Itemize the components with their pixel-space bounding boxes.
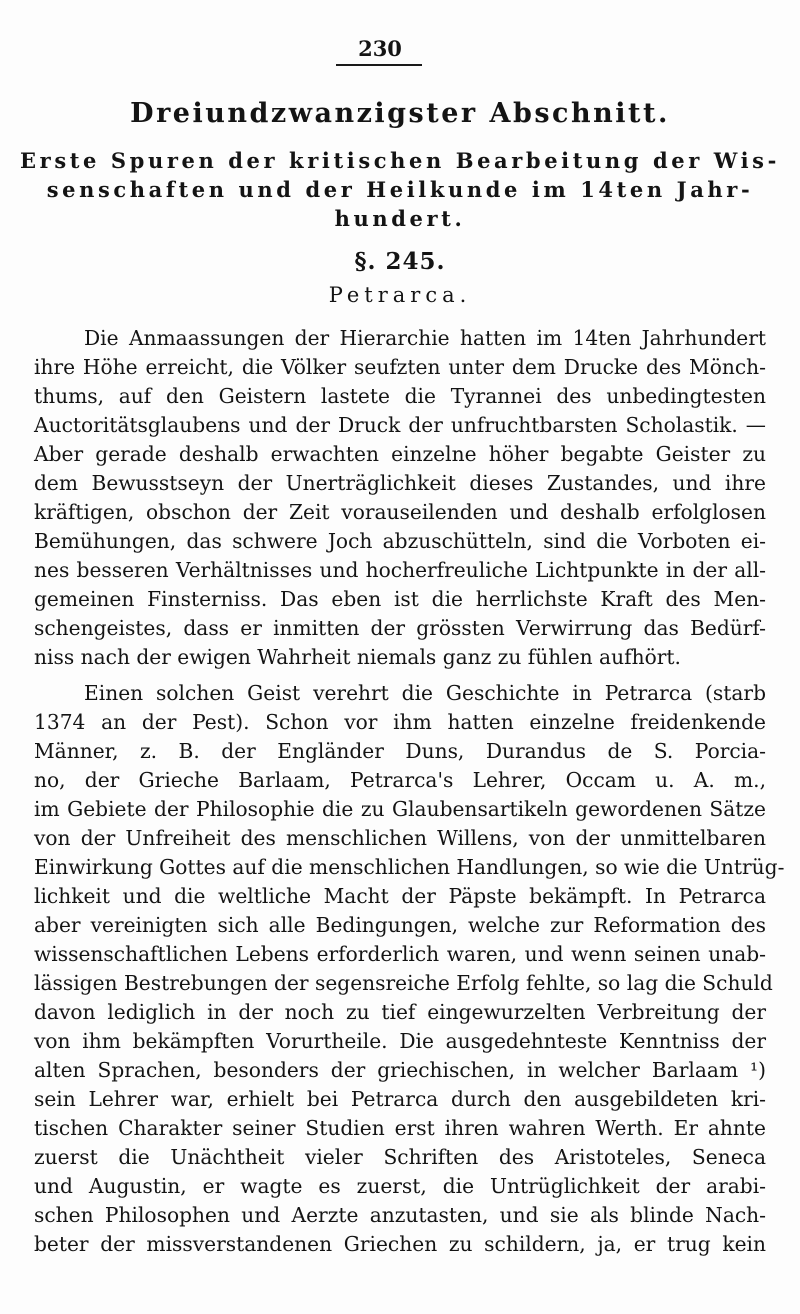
body-text-line: nes besseren Verhältnisses und hocherfreuliche Lichtpunkte in der all- (34, 558, 766, 582)
body-text-line: Einen solchen Geist verehrt die Geschichte in Petrarca (starb (84, 681, 766, 705)
body-text-line: Aber gerade deshalb erwachten einzelne höher begabte Geister zu (34, 442, 766, 466)
body-text-line: wissenschaftlichen Lebens erforderlich waren, und wenn seinen unab- (34, 942, 766, 966)
section-number: §. 245. (354, 248, 446, 275)
body-text-line: lichkeit und die weltliche Macht der Päpste bekämpft. In Petrarca (34, 884, 766, 908)
body-text-line: kräftigen, obschon der Zeit vorauseilenden und deshalb erfolglosen (34, 500, 766, 524)
chapter-subtitle-line: senschaften und der Heilkunde im 14ten Jahr- (46, 177, 754, 202)
body-text-line: Einwirkung Gottes auf die menschlichen Handlungen, so wie die Untrüg- (34, 855, 785, 879)
body-text-line: dem Bewusstseyn der Unerträglichkeit dieses Zustandes, und ihre (34, 471, 766, 495)
body-text-line: gemeinen Finsterniss. Das eben ist die herrlichste Kraft des Men- (34, 587, 766, 611)
body-text-line: von der Unfreiheit des menschlichen Willens, von der unmittelbaren (34, 826, 766, 850)
body-text-line: tischen Charakter seiner Studien erst ihren wahren Werth. Er ahnte (34, 1116, 766, 1140)
body-text-line: von ihm bekämpften Vorurtheile. Die ausgedehnteste Kenntniss der (34, 1029, 766, 1053)
section-heading: Petrarca. (328, 283, 472, 307)
body-text-line: lässigen Bestrebungen der segensreiche Erfolg fehlte, so lag die Schuld (34, 971, 773, 995)
body-text-line: Auctoritätsglaubens und der Druck der unfruchtbarsten Scholastik. — (34, 413, 766, 437)
chapter-subtitle-line: Erste Spuren der kritischen Bearbeitung der Wis- (20, 148, 780, 173)
body-text-line: schen Philosophen und Aerzte anzutasten, und sie als blinde Nach- (34, 1203, 766, 1227)
body-text-line: no, der Grieche Barlaam, Petrarca's Lehrer, Occam u. A. m., (34, 768, 766, 792)
body-text-line: niss nach der ewigen Wahrheit niemals ganz zu fühlen aufhört. (34, 645, 681, 669)
header-rule (336, 64, 422, 66)
body-text-line: aber vereinigten sich alle Bedingungen, welche zur Reformation des (34, 913, 766, 937)
body-text-line: Bemühungen, das schwere Joch abzuschütteln, sind die Vorboten ei- (34, 529, 766, 553)
body-text-line: sein Lehrer war, erhielt bei Petrarca durch den ausgebildeten kri- (34, 1087, 766, 1111)
body-text-line: alten Sprachen, besonders der griechischen, in welcher Barlaam ¹) (34, 1058, 766, 1082)
body-text-line: thums, auf den Geistern lastete die Tyrannei des unbedingtesten (34, 384, 766, 408)
body-text-line: Die Anmaassungen der Hierarchie hatten im 14ten Jahrhundert (84, 326, 766, 350)
body-text-line: und Augustin, er wagte es zuerst, die Untrüglichkeit der arabi- (34, 1174, 766, 1198)
body-text-line: im Gebiete der Philosophie die zu Glaubensartikeln gewordenen Sätze (34, 797, 766, 821)
page-number: 230 (358, 36, 402, 61)
body-text-line: schengeistes, dass er inmitten der grössten Verwirrung das Bedürf- (34, 616, 766, 640)
body-text-line: ihre Höhe erreicht, die Völker seufzten unter dem Drucke des Mönch- (34, 355, 766, 379)
body-text-line: 1374 an der Pest). Schon vor ihm hatten einzelne freidenkende (34, 710, 766, 734)
body-text-line: beter der missverstandenen Griechen zu schildern, ja, er trug kein (34, 1232, 766, 1256)
body-text-line: zuerst die Unächtheit vieler Schriften des Aristoteles, Seneca (34, 1145, 766, 1169)
chapter-title: Dreiundzwanzigster Abschnitt. (130, 98, 670, 129)
body-text-line: Männer, z. B. der Engländer Duns, Durandus de S. Porcia- (34, 739, 766, 763)
body-text-line: davon lediglich in der noch zu tief eingewurzelten Verbreitung der (34, 1000, 766, 1024)
chapter-subtitle-line: hundert. (334, 206, 466, 231)
